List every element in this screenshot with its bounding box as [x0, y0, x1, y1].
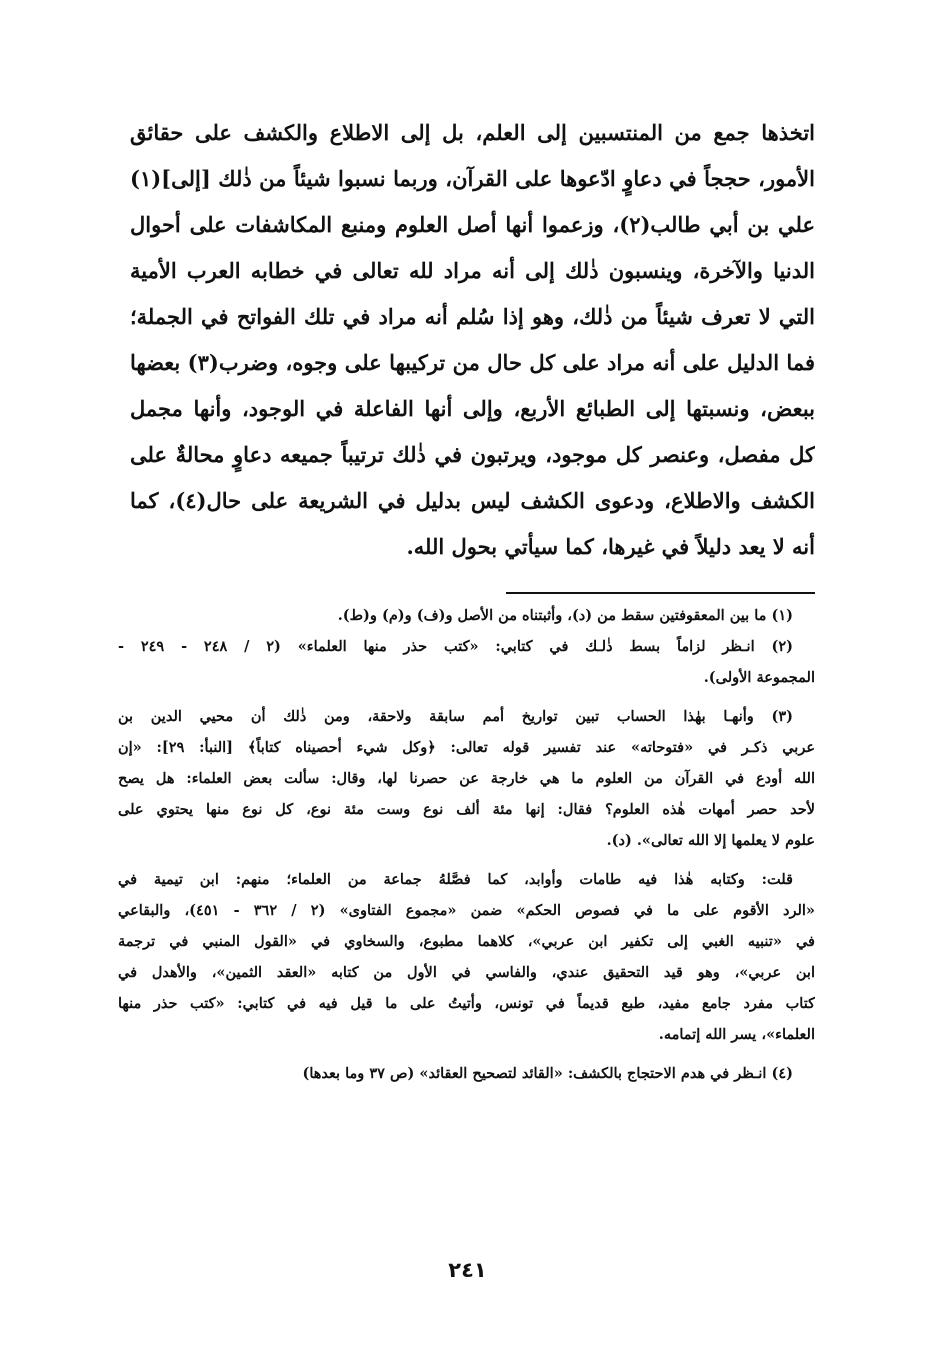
- editor-note-line: العلماء»، يسر الله إتمامه.: [658, 1026, 815, 1043]
- footnote-separator: [506, 592, 815, 594]
- footnote-3-line: عربي ذكـر في «فتوحاته» عند تفسير قوله تعالى: ﴿وكل شيء أحصيناه كتاباً﴾ [النبأ: ٢٩]: «إن: [118, 739, 815, 756]
- main-text: [130, 110, 815, 570]
- main-line: اتخذها جمع من المنتسبين إلى العلم، بل إلى الاطلاع والكشف على حقائق: [130, 120, 815, 145]
- editor-note: قلت: وكتابه هٰذا فيه طامات وأوابد، كما فصَّلهُ جماعة من العلماء؛ منهم: ابن تيمية في: [118, 871, 793, 888]
- footnote-3-line: لأحد حصر أمهات هٰذه العلوم؟ فقال: إنها مئة ألف نوع وست مئة نوع، كل نوع منها يحتوي على: [118, 801, 815, 818]
- main-line: الدنيا والآخرة، وينسبون ذٰلك إلى أنه مراد لله تعالى في خطابه العرب الأمية: [130, 258, 815, 283]
- main-line: التي لا تعرف شيئاً من ذٰلك، وهو إذا سُلم أنه مراد في تلك الفواتح في الجملة؛: [130, 304, 815, 329]
- editor-note-line: كتاب مفرد جامع مفيد، طبع قديماً في تونس، وأتيتُ على ما قيل فيه في كتابي: «كتب حذر منها: [118, 995, 815, 1012]
- footnotes: [118, 600, 815, 1089]
- main-line: الكشف والاطلاع، ودعوى الكشف ليس بدليل في الشريعة على حال(٤)، كما: [130, 488, 815, 513]
- footnote-4: (٤) انـظر في هدم الاحتجاج بالكشف: «القائد لتصحيح العقائد» (ص ٣٧ وما بعدها): [302, 1065, 793, 1082]
- page-number: ٢٤١: [448, 1258, 487, 1282]
- footnote-2-line: المجموعة الأولى).: [703, 669, 815, 686]
- footnote-3-line: الله أودع في القرآن من العلوم ما هي خارجة عن حصرنا لها، وقال: سألت بعض العلماء: هل يصح: [118, 770, 815, 787]
- editor-note-line: في «تنبيه الغبي إلى تكفير ابن عربي»، كلاهما مطبوع، والسخاوي في «القول المنبي في ترجمة: [118, 933, 815, 950]
- footnote-2: (٢) انـظر لزاماً بسط ذٰلـك في كتابي: «كتب حذر منها العلماء» (٢ / ٢٤٨ - ٢٤٩ -: [118, 638, 793, 655]
- footnote-3: (٣) وأنهـا بهٰذا الحساب تبين تواريخ أمم سابقة ولاحقة، ومن ذٰلك أن محيي الدين بن: [118, 708, 793, 725]
- main-line: ببعض، ونسبتها إلى الطبائع الأربع، وإلى أنها الفاعلة في الوجود، وأنها مجمل: [130, 396, 815, 421]
- main-line: علي بن أبي طالب(٢)، وزعموا أنها أصل العلوم ومنبع المكاشفات على أحوال: [130, 212, 815, 237]
- editor-note-line: ابن عربي»، وهو قيد التحقيق عندي، والفاسي في الأول من كتابه «العقد الثمين»، والأهدل في: [118, 964, 815, 981]
- main-line: الأمور، حججاً في دعاوٍ ادّعوها على القرآن، وربما نسبوا شيئاً من ذٰلك [إلى](١): [130, 166, 815, 191]
- editor-note-line: «الرد الأقوم على ما في فصوص الحكم» ضمن «مجموع الفتاوى» (٢ / ٣٦٢ - ٤٥١)، والبقاعي: [118, 902, 815, 919]
- main-line: فما الدليل على أنه مراد على كل حال من تركيبها على وجوه، وضرب(٣) بعضها: [130, 350, 815, 375]
- main-line: كل مفصل، وعنصر كل موجود، ويرتبون في ذٰلك ترتيباً جميعه دعاوٍ محالةٌ على: [130, 442, 815, 467]
- footnote-1: (١) ما بين المعقوفتين سقط من (د)، وأثبتناه من الأصل و(ف) و(م) و(ط).: [337, 607, 793, 624]
- main-line: أنه لا يعد دليلاً في غيرها، كما سيأتي بحول الله.: [406, 534, 815, 559]
- footnote-3-line: علوم لا يعلمها إلا الله تعالى». (د).: [606, 832, 815, 849]
